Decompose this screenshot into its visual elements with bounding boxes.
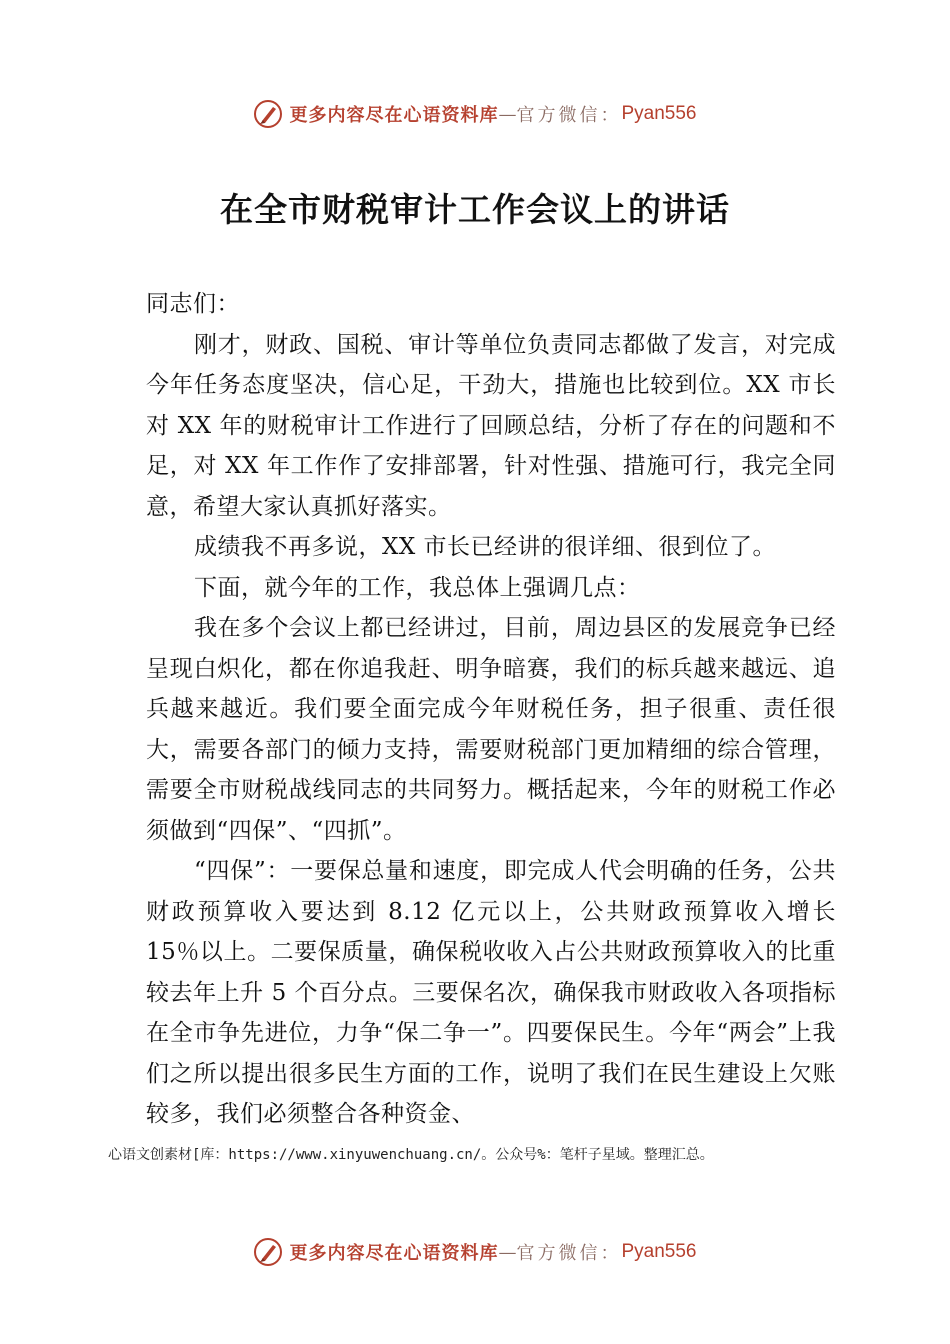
banner-official-label: 官方微信：	[516, 105, 622, 126]
banner-official-label: 官方微信：	[516, 1243, 622, 1264]
source-footnote: 心语文创素材[库：https://www.xinyuwenchuang.cn/。公众号%：笔杆子星域。整理汇总。	[108, 1147, 714, 1163]
banner-separator: —	[498, 1241, 517, 1263]
paragraph: 我在多个会议上都已经讲过，目前，周边县区的发展竞争已经呈现白炽化，都在你追我赶、明争暗赛，我们的标兵越来越远、追兵越来越近。我们要全面完成今年财税任务，担子很重、责任很大，需要各部门的倾力支持，需要财税部门更加精细的综合管理，需要全市财税战线同志的共同努力。概括起来，今年的财税工作必须做到“四保”、“四抓”。	[146, 615, 836, 844]
paragraph: 成绩我不再多说，XX 市长已经讲的很详细、很到位了。	[194, 534, 777, 560]
footer-banner	[0, 1232, 950, 1272]
pen-logo-icon	[253, 1237, 283, 1267]
paragraph: “四保”：一要保总量和速度，即完成人代会明确的任务，公共财政预算收入要达到 8.12 亿元以上，公共财政预算收入增长 15％以上。二要保质量，确保税收收入占公共财政预算收入的比重较去年上升 5 个百分点。三要保名次，确保我市财政收入各项指标在全市争先进位，力争“保二争一”。四要保民生。今年“两会”上我们之所以提出很多民生方面的工作，说明了我们在民生建设上欠账较多，我们必须整合各种资金、	[146, 858, 836, 1127]
banner-brand: 更多内容尽在心语资料库	[289, 1243, 499, 1264]
document-body	[146, 284, 836, 1135]
banner-brand: 更多内容尽在心语资料库	[289, 105, 499, 126]
document-title: 在全市财税审计工作会议上的讲话	[220, 190, 730, 229]
banner-separator: —	[498, 103, 517, 125]
banner-wechat-id: Pyan556	[621, 103, 697, 124]
banner-wechat-id: Pyan556	[621, 1241, 697, 1262]
header-banner	[0, 94, 950, 134]
pen-logo-icon	[253, 99, 283, 129]
paragraph: 下面，就今年的工作，我总体上强调几点：	[194, 574, 641, 601]
salutation: 同志们：	[146, 291, 240, 317]
paragraph: 刚才，财政、国税、审计等单位负责同志都做了发言，对完成今年任务态度坚决，信心足，干劲大，措施也比较到位。XX 市长对 XX 年的财税审计工作进行了回顾总结，分析了存在的问题和不足，对 XX 年工作作了安排部署，针对性强、措施可行，我完全同意，希望大家认真抓好落实。	[146, 331, 836, 520]
